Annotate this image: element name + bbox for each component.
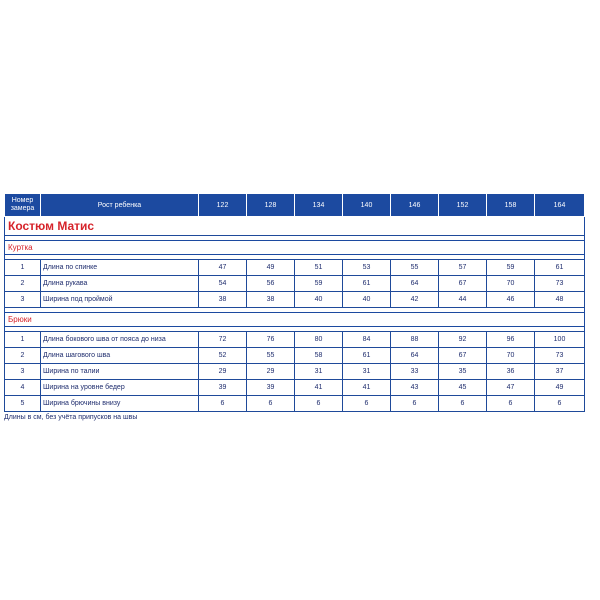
header-child-height: Рост ребенка — [41, 194, 199, 217]
size-chart — [4, 193, 584, 421]
measure-value: 43 — [391, 380, 439, 396]
measure-value: 70 — [487, 348, 535, 364]
measure-label: Длина шагового шва — [41, 348, 199, 364]
measure-label: Длина по спинке — [41, 260, 199, 276]
measure-label: Ширина брючины внизу — [41, 396, 199, 412]
measure-value: 64 — [391, 348, 439, 364]
measure-value: 38 — [199, 292, 247, 308]
measure-value: 56 — [247, 276, 295, 292]
measure-value: 46 — [487, 292, 535, 308]
measure-value: 41 — [343, 380, 391, 396]
measure-value: 88 — [391, 332, 439, 348]
measure-value: 29 — [247, 364, 295, 380]
measure-number: 1 — [5, 332, 41, 348]
measure-value: 55 — [391, 260, 439, 276]
measure-value: 41 — [295, 380, 343, 396]
measure-value: 80 — [295, 332, 343, 348]
table-row — [5, 396, 585, 412]
header-measure-number: Номер замера — [5, 194, 41, 217]
measure-value: 59 — [295, 276, 343, 292]
measure-value: 84 — [343, 332, 391, 348]
measure-value: 6 — [439, 396, 487, 412]
table-body — [5, 217, 585, 412]
measure-number: 3 — [5, 364, 41, 380]
measure-value: 54 — [199, 276, 247, 292]
header-size-128: 128 — [247, 194, 295, 217]
measure-value: 47 — [487, 380, 535, 396]
header-size-164: 164 — [535, 194, 585, 217]
measure-value: 55 — [247, 348, 295, 364]
measure-value: 96 — [487, 332, 535, 348]
table-row — [5, 380, 585, 396]
measure-value: 6 — [343, 396, 391, 412]
header-size-140: 140 — [343, 194, 391, 217]
measure-value: 40 — [295, 292, 343, 308]
measure-number: 3 — [5, 292, 41, 308]
measure-value: 67 — [439, 276, 487, 292]
header-size-134: 134 — [295, 194, 343, 217]
header-size-146: 146 — [391, 194, 439, 217]
measure-value: 38 — [247, 292, 295, 308]
measure-value: 29 — [199, 364, 247, 380]
measure-value: 33 — [391, 364, 439, 380]
measure-label: Ширина на уровне бедер — [41, 380, 199, 396]
measure-value: 61 — [343, 348, 391, 364]
measure-value: 6 — [199, 396, 247, 412]
table-row — [5, 364, 585, 380]
measure-number: 4 — [5, 380, 41, 396]
measure-value: 72 — [199, 332, 247, 348]
measure-value: 70 — [487, 276, 535, 292]
table-row — [5, 260, 585, 276]
measure-value: 73 — [535, 276, 585, 292]
measure-value: 73 — [535, 348, 585, 364]
measure-value: 42 — [391, 292, 439, 308]
measure-value: 37 — [535, 364, 585, 380]
measure-value: 39 — [247, 380, 295, 396]
product-title: Костюм Матис — [5, 217, 585, 236]
measure-value: 53 — [343, 260, 391, 276]
table-header — [5, 194, 585, 217]
measure-value: 52 — [199, 348, 247, 364]
measure-value: 35 — [439, 364, 487, 380]
measure-value: 31 — [343, 364, 391, 380]
table-row — [5, 348, 585, 364]
section-title: Куртка — [5, 241, 585, 255]
measure-value: 6 — [535, 396, 585, 412]
measure-value: 40 — [343, 292, 391, 308]
measure-value: 49 — [535, 380, 585, 396]
measure-label: Длина бокового шва от пояса до низа — [41, 332, 199, 348]
measure-number: 2 — [5, 348, 41, 364]
measure-label: Ширина по талии — [41, 364, 199, 380]
measure-value: 61 — [343, 276, 391, 292]
measure-value: 44 — [439, 292, 487, 308]
measure-value: 36 — [487, 364, 535, 380]
size-table — [4, 193, 585, 412]
measure-value: 6 — [247, 396, 295, 412]
measure-label: Длина рукава — [41, 276, 199, 292]
measure-value: 76 — [247, 332, 295, 348]
measure-value: 92 — [439, 332, 487, 348]
measure-value: 100 — [535, 332, 585, 348]
header-size-152: 152 — [439, 194, 487, 217]
measure-value: 64 — [391, 276, 439, 292]
measurement-note: Длины в см, без учёта припусков на швы — [4, 414, 138, 421]
measure-value: 51 — [295, 260, 343, 276]
measure-value: 47 — [199, 260, 247, 276]
header-size-158: 158 — [487, 194, 535, 217]
measure-value: 6 — [295, 396, 343, 412]
table-row — [5, 332, 585, 348]
measure-value: 58 — [295, 348, 343, 364]
measure-value: 49 — [247, 260, 295, 276]
measure-number: 2 — [5, 276, 41, 292]
section-title: Брюки — [5, 313, 585, 327]
measure-value: 57 — [439, 260, 487, 276]
measure-value: 61 — [535, 260, 585, 276]
measure-value: 59 — [487, 260, 535, 276]
measure-number: 1 — [5, 260, 41, 276]
measure-label: Ширина под проймой — [41, 292, 199, 308]
measure-value: 67 — [439, 348, 487, 364]
header-size-122: 122 — [199, 194, 247, 217]
measure-value: 31 — [295, 364, 343, 380]
measure-value: 6 — [487, 396, 535, 412]
table-row — [5, 276, 585, 292]
measure-value: 39 — [199, 380, 247, 396]
table-row — [5, 292, 585, 308]
measure-value: 6 — [391, 396, 439, 412]
measure-value: 45 — [439, 380, 487, 396]
measure-number: 5 — [5, 396, 41, 412]
measure-value: 48 — [535, 292, 585, 308]
